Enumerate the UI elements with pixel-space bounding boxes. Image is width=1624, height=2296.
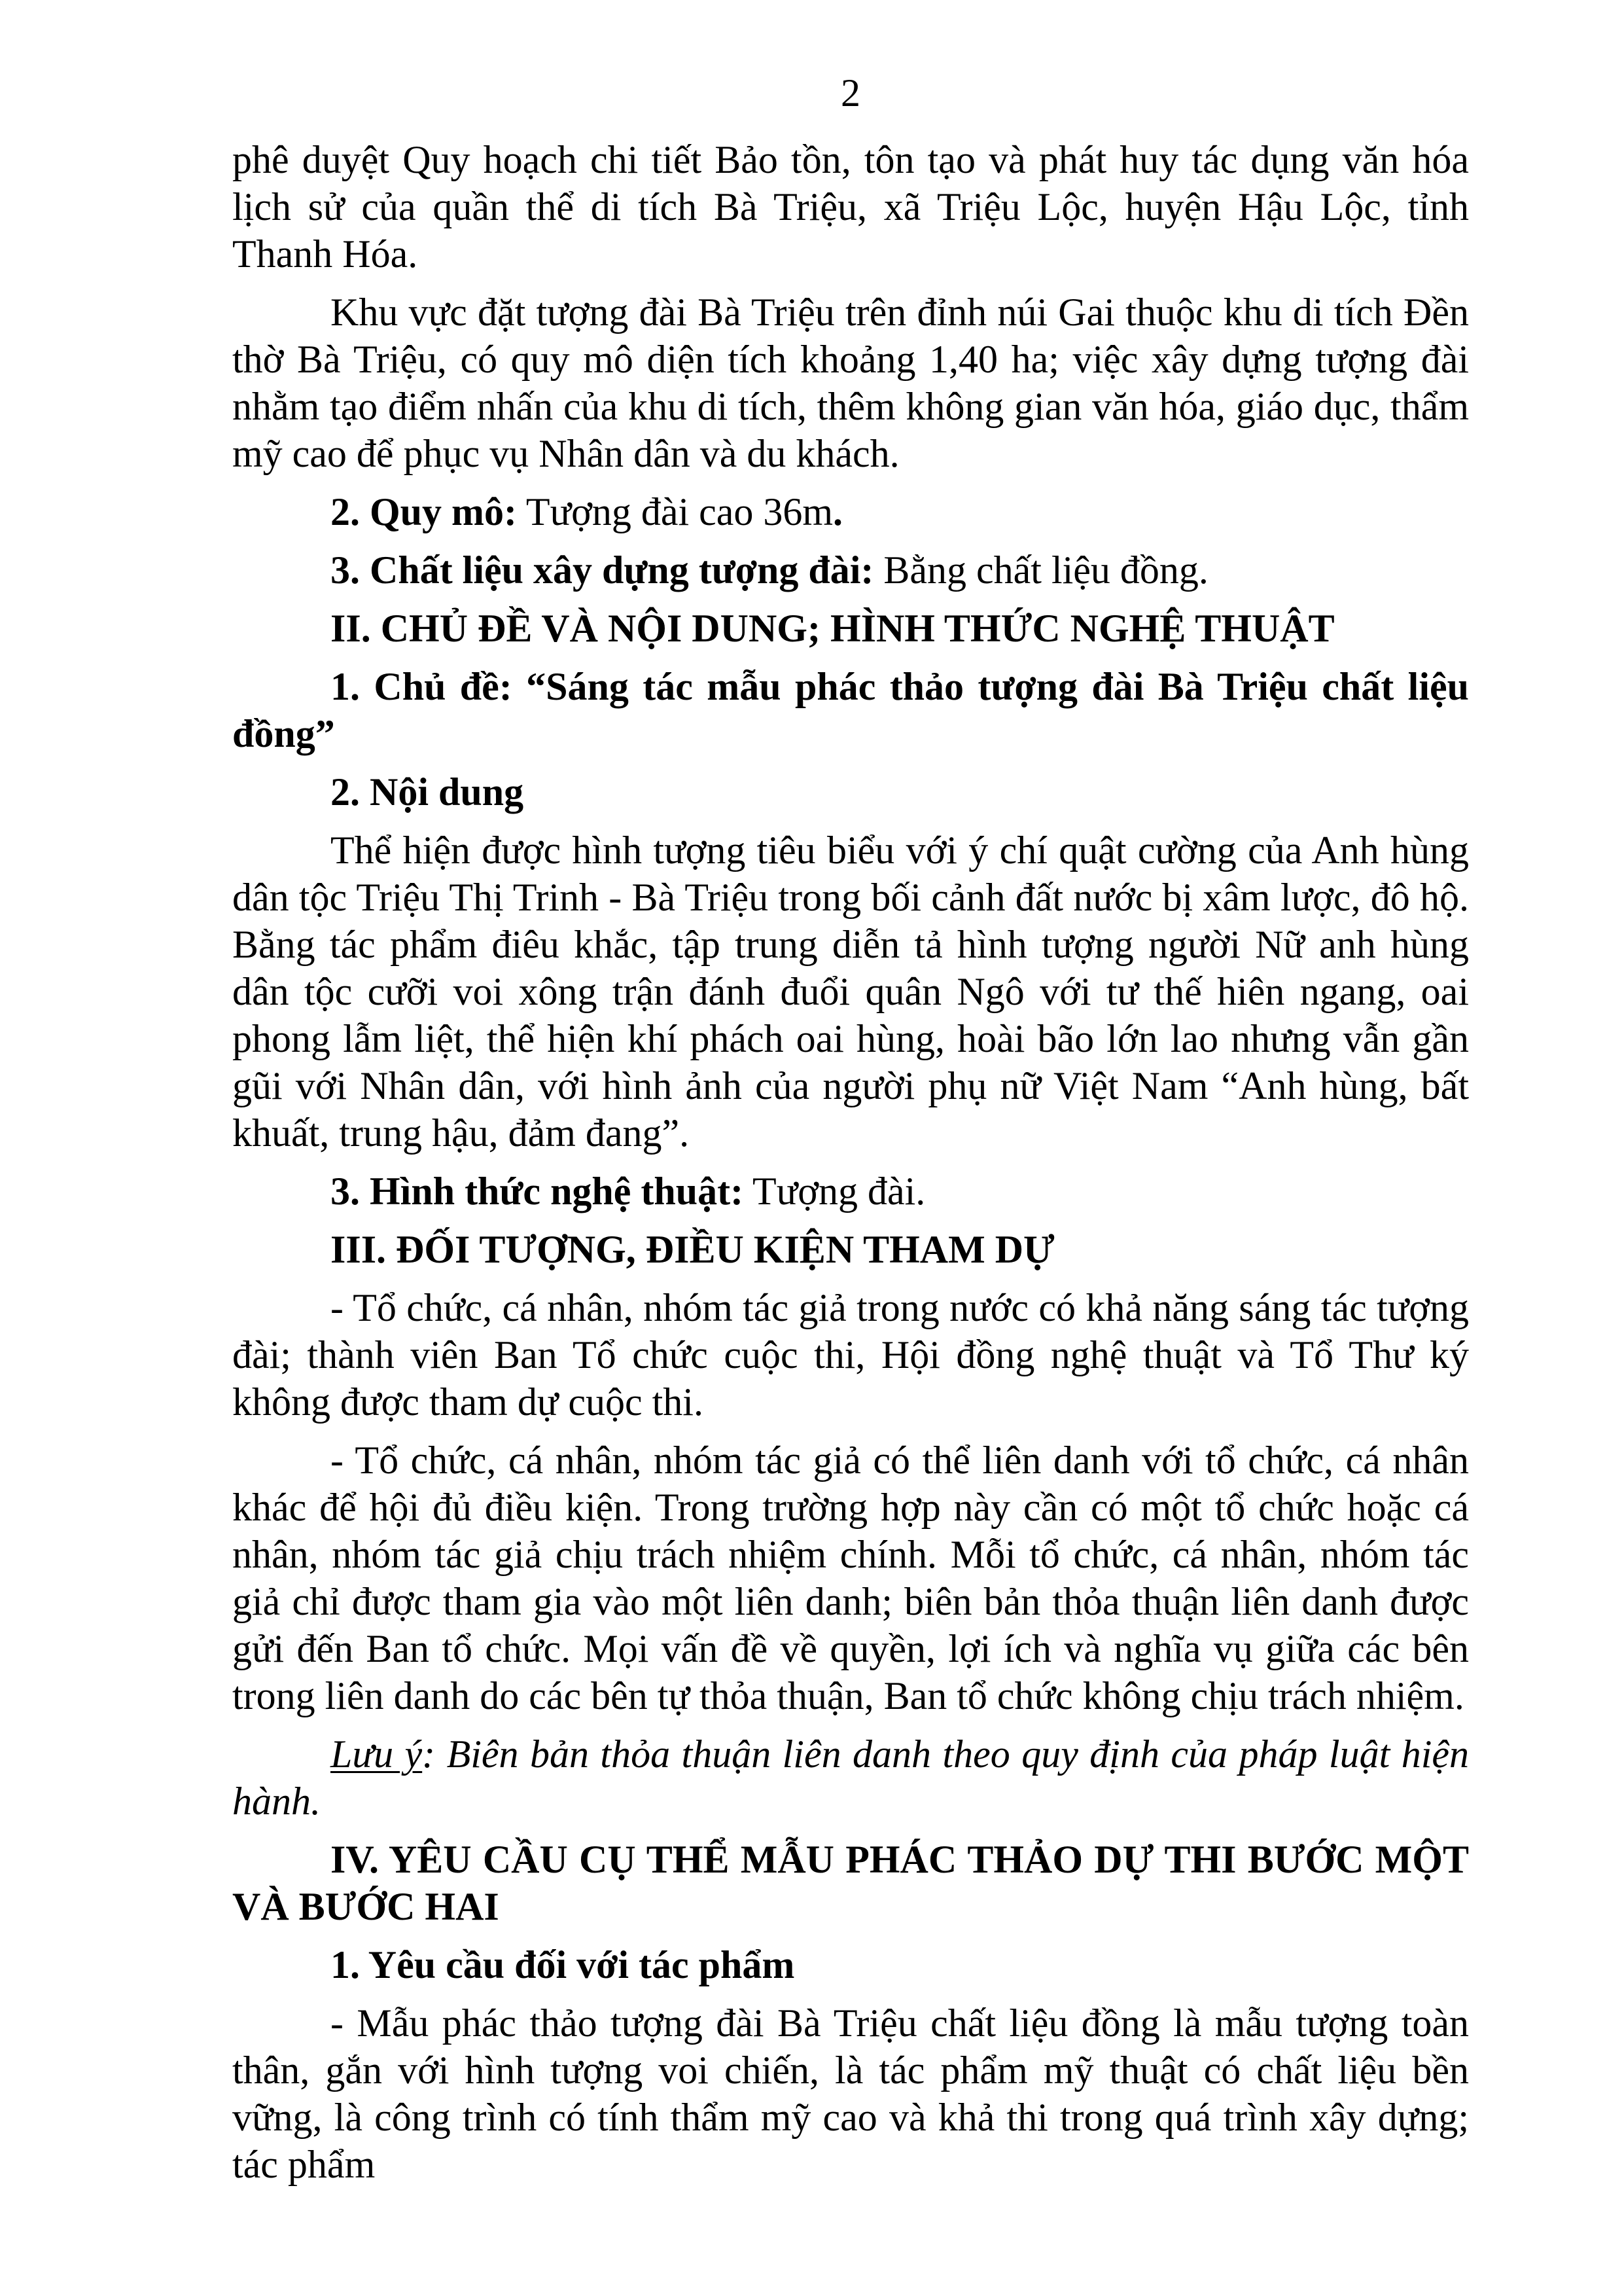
document-body: [232, 136, 1469, 2199]
note-label: Lưu ý: [330, 1732, 423, 1776]
section-heading-requirements: IV. YÊU CẦU CỤ THỂ MẪU PHÁC THẢO DỰ THI BƯỚC MỘT VÀ BƯỚC HAI: [232, 1838, 1469, 1928]
material-label: 3. Chất liệu xây dựng tượng đài:: [330, 548, 874, 592]
paragraph-material: [232, 547, 1469, 594]
page-number: 2: [841, 71, 860, 115]
paragraph-requirements: - Mẫu phác thảo tượng đài Bà Triệu chất liệu đồng là mẫu tượng toàn thân, gắn với hình tượng voi chiến, là tác phẩm mỹ thuật có chất liệu bền vững, là công trình có tính thẩm mỹ cao và khả thi trong quá trình xây dựng; tác phẩm: [232, 2001, 1469, 2186]
note-text: : Biên bản thỏa thuận liên danh theo quy định của pháp luật hiện hành.: [232, 1732, 1469, 1823]
paragraph-monument-area: Khu vực đặt tượng đài Bà Triệu trên đỉnh núi Gai thuộc khu di tích Đền thờ Bà Triệu, có quy mô diện tích khoảng 1,40 ha; việc xây dựng tượng đài nhằm tạo điểm nhấn của khu di tích, thêm không gian văn hóa, giáo dục, thẩm mỹ cao để phục vụ Nhân dân và du khách.: [232, 291, 1469, 475]
paragraph-eligibility-1: - Tổ chức, cá nhân, nhóm tác giả trong nước có khả năng sáng tác tượng đài; thành viên Ban Tổ chức cuộc thi, Hội đồng nghệ thuật và Tổ Thư ký không được tham dự cuộc thi.: [232, 1286, 1469, 1424]
art-form-text: Tượng đài.: [743, 1170, 926, 1213]
scale-end-period: .: [833, 490, 843, 533]
paragraph-scale: [232, 488, 1469, 535]
section-heading-theme-content: II. CHỦ ĐỀ VÀ NỘI DUNG; HÌNH THỨC NGHỆ THUẬT: [330, 607, 1335, 650]
paragraph-eligibility-2: - Tổ chức, cá nhân, nhóm tác giả có thể liên danh với tổ chức, cá nhân khác để hội đủ điều kiện. Trong trường hợp này cần có một tổ chức hoặc cá nhân, nhóm tác giả chịu trách nhiệm chính. Mỗi tổ chức, cá nhân, nhóm tác giả chỉ được tham gia vào một liên danh; biên bản thỏa thuận liên danh được gửi đến Ban tổ chức. Mọi vấn đề về quyền, lợi ích và nghĩa vụ giữa các bên trong liên danh do các bên tự thỏa thuận, Ban tổ chức không chịu trách nhiệm.: [232, 1439, 1469, 1717]
material-text: Bằng chất liệu đồng.: [874, 548, 1209, 592]
theme-heading: 1. Chủ đề: “Sáng tác mẫu phác thảo tượng đài Bà Triệu chất liệu đồng”: [232, 665, 1469, 755]
content-heading: 2. Nội dung: [330, 770, 524, 814]
paragraph-approval-continuation: phê duyệt Quy hoạch chi tiết Bảo tồn, tôn tạo và phát huy tác dụng văn hóa lịch sử của quần thể di tích Bà Triệu, xã Triệu Lộc, huyện Hậu Lộc, tỉnh Thanh Hóa.: [232, 138, 1469, 276]
section-heading-eligibility: III. ĐỐI TƯỢNG, ĐIỀU KIỆN THAM DỰ: [330, 1228, 1055, 1271]
requirements-heading: 1. Yêu cầu đối với tác phẩm: [330, 1943, 795, 1986]
art-form-label: 3. Hình thức nghệ thuật:: [330, 1170, 744, 1213]
scale-text: Tượng đài cao 36m: [517, 490, 834, 533]
paragraph-content: Thể hiện được hình tượng tiêu biểu với ý chí quật cường của Anh hùng dân tộc Triệu Thị Trinh - Bà Triệu trong bối cảnh đất nước bị xâm lược, đô hộ. Bằng tác phẩm điêu khắc, tập trung diễn tả hình tượng người Nữ anh hùng dân tộc cưỡi voi xông trận đánh đuổi quân Ngô với tư thế hiên ngang, oai phong lẫm liệt, thể hiện khí phách oai hùng, hoài bão lớn lao nhưng vẫn gần gũi với Nhân dân, với hình ảnh của người phụ nữ Việt Nam “Anh hùng, bất khuất, trung hậu, đảm đang”.: [232, 829, 1469, 1155]
paragraph-art-form: [232, 1168, 1469, 1215]
paragraph-note: [232, 1731, 1469, 1825]
scale-label: 2. Quy mô:: [330, 490, 517, 533]
